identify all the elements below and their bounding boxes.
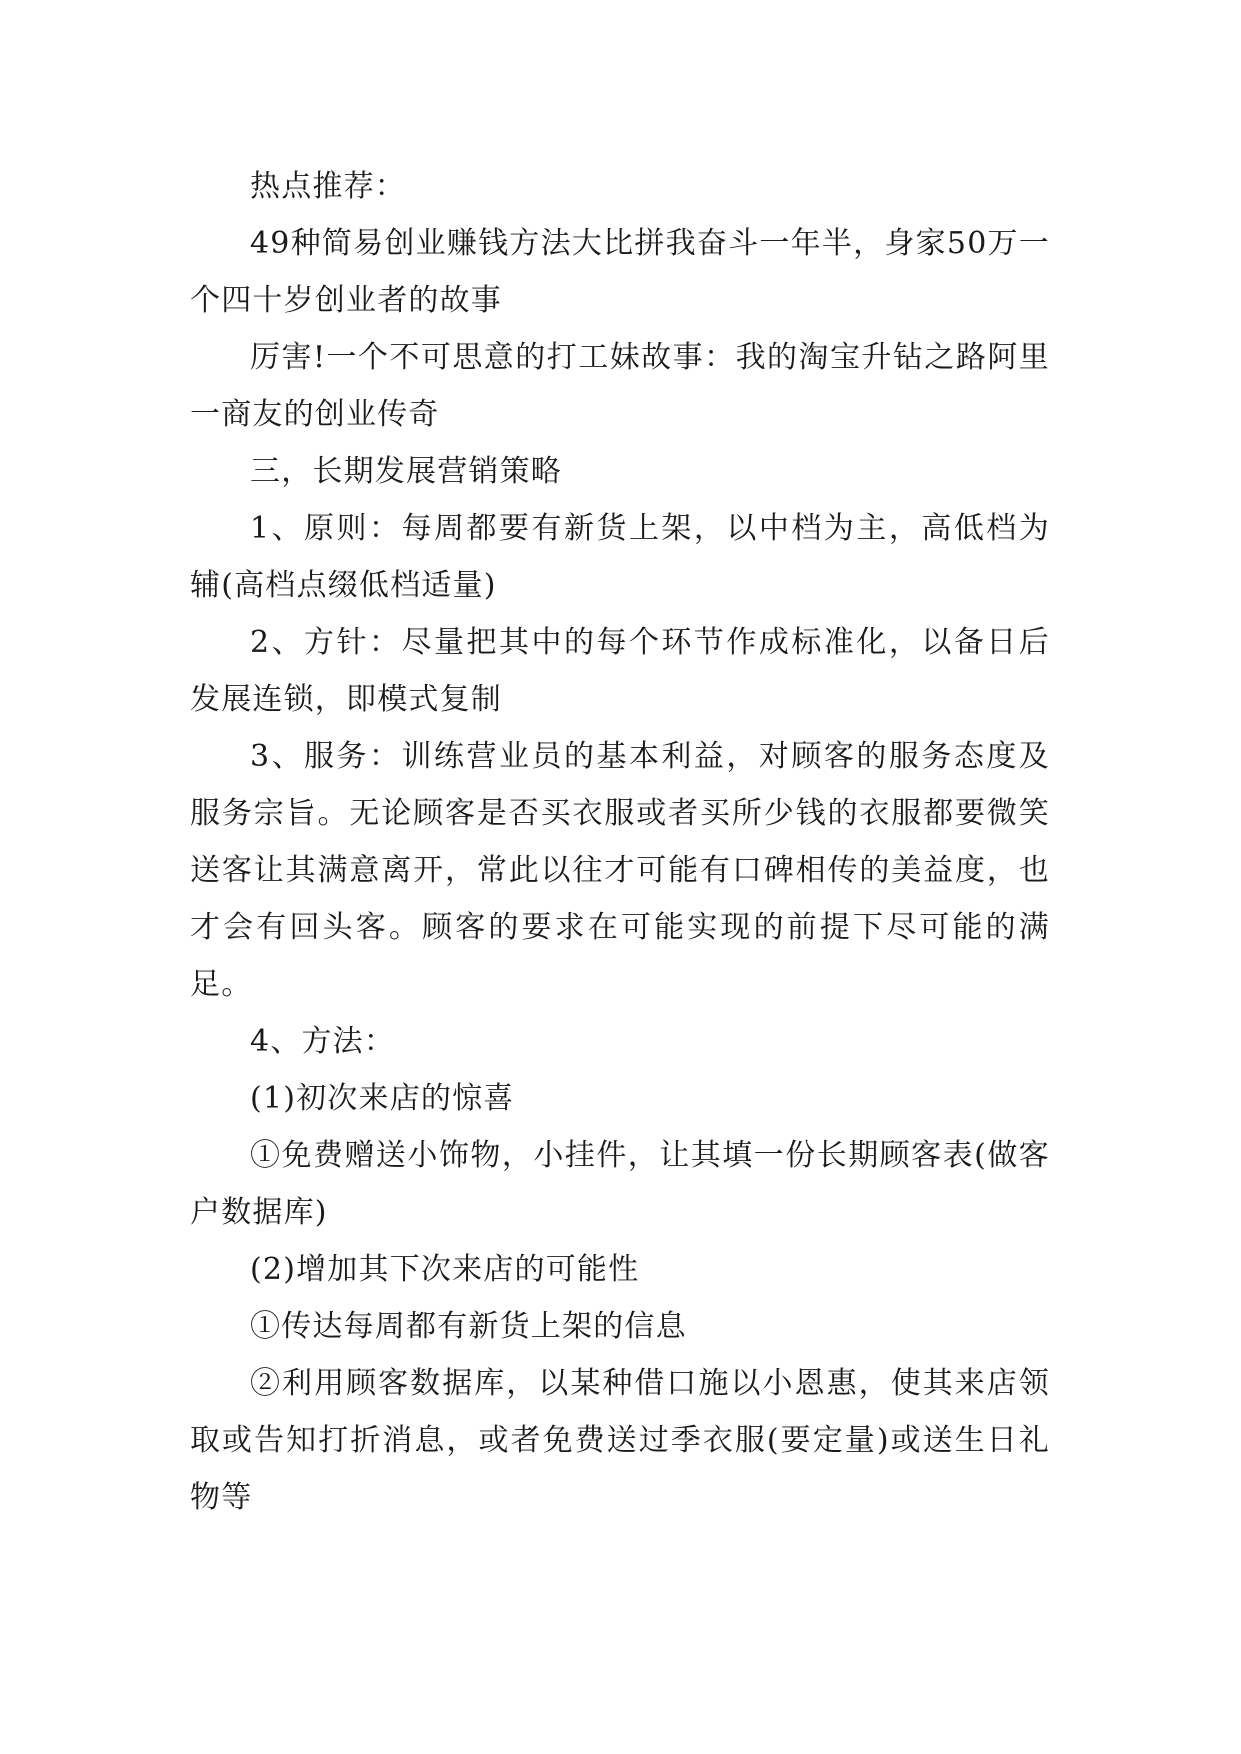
paragraph-next-visit: (2)增加其下次来店的可能性 — [250, 1252, 640, 1287]
paragraph-method: 4、方法： — [250, 1024, 396, 1059]
paragraph-recommend-link-2: 厉害!一个不可思意的打工妹故事：我的淘宝升钻之路阿里一商友的创业传奇 — [190, 340, 1050, 432]
paragraph-hot-recommend: 热点推荐： — [250, 169, 406, 204]
section-heading-marketing-strategy: 三，长期发展营销策略 — [250, 454, 562, 489]
paragraph-service: 3、服务：训练营业员的基本利益，对顾客的服务态度及服务宗旨。无论顾客是否买衣服或者买所少钱的衣服都要微笑送客让其满意离开，常此以往才可能有口碑相传的美益度，也才会有回头客。顾客的要求在可能实现的前提下尽可能的满足。 — [190, 739, 1050, 1002]
paragraph-recommend-link-1: 49种简易创业赚钱方法大比拼我奋斗一年半，身家50万一个四十岁创业者的故事 — [190, 226, 1050, 318]
paragraph-customer-database: ②利用顾客数据库，以某种借口施以小恩惠，使其来店领取或告知打折消息，或者免费送过季衣服(要定量)或送生日礼物等 — [190, 1366, 1050, 1515]
paragraph-free-gift: ①免费赠送小饰物，小挂件，让其填一份长期顾客表(做客户数据库) — [190, 1138, 1050, 1230]
paragraph-policy: 2、方针：尽量把其中的每个环节作成标准化，以备日后发展连锁，即模式复制 — [190, 625, 1050, 717]
document-body — [190, 158, 1050, 1526]
paragraph-first-visit: (1)初次来店的惊喜 — [250, 1081, 515, 1116]
paragraph-principle: 1、原则：每周都要有新货上架，以中档为主，高低档为辅(高档点缀低档适量) — [190, 511, 1050, 603]
paragraph-new-arrivals: ①传达每周都有新货上架的信息 — [250, 1309, 687, 1344]
